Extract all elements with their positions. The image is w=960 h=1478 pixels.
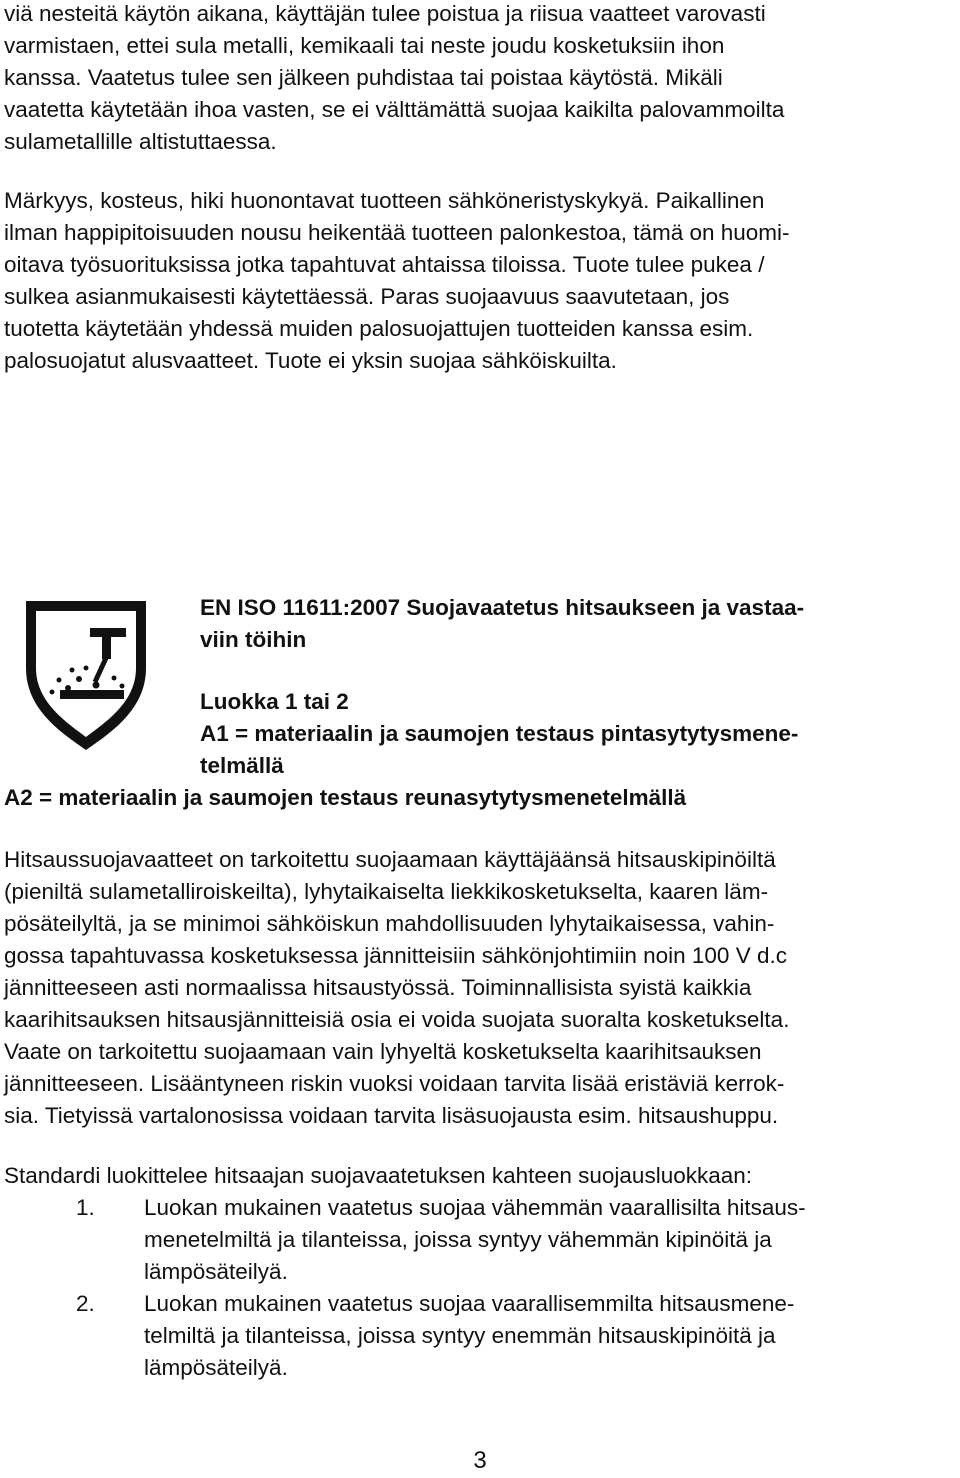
standard-title-cont: viin töihin [200, 627, 307, 652]
body-text-line: viä nesteitä käytön aikana, käyttäjän tulee poistua ja riisua vaatteet varovasti [4, 1, 766, 26]
body-text-line: sulkea asianmukaisesti käytettäessä. Paras suojaavuus saavutetaan, jos [4, 284, 730, 309]
body-text-line: jännitteeseen asti normaalissa hitsaustyössä. Toiminnallisista syistä kaikkia [4, 975, 752, 1000]
body-text-line: sia. Tietyissä vartalonosissa voidaan tarvita lisäsuojausta esim. hitsaushuppu. [4, 1103, 779, 1128]
standard-a2: A2 = materiaalin ja saumojen testaus reunasytytysmenetelmällä [4, 785, 687, 810]
list-intro: Standardi luokittelee hitsaajan suojavaatetuksen kahteen suojausluokkaan: [4, 1163, 753, 1188]
body-text-line: Märkyys, kosteus, hiki huonontavat tuotteen sähköneristyskykyä. Paikallinen [4, 188, 765, 213]
page-number: 3 [473, 1447, 487, 1474]
list-item-text: lämpösäteilyä. [144, 1355, 288, 1380]
list-item-text: lämpösäteilyä. [144, 1259, 288, 1284]
body-text-line: pösäteilyltä, ja se minimoi sähköiskun mahdollisuuden lyhytaikaisessa, vahin- [4, 911, 775, 936]
body-text-line: varmistaen, ettei sula metalli, kemikaali tai neste joudu kosketuksiin ihon [4, 33, 725, 58]
body-text-line: tuotetta käytetään yhdessä muiden palosuojattujen tuotteiden kanssa esim. [4, 316, 754, 341]
list-item-text: menetelmiltä ja tilanteissa, joissa syntyy vähemmän kipinöitä ja [144, 1227, 772, 1252]
body-text-line: gossa tapahtuvassa kosketuksessa jännitteisiin sähkönjohtimiin noin 100 V d.c [4, 943, 787, 968]
body-text-line: jännitteeseen. Lisääntyneen riskin vuoksi voidaan tarvita lisää eristäviä kerrok- [4, 1071, 785, 1096]
list-item-text: Luokan mukainen vaatetus suojaa vähemmän vaarallisilta hitsaus- [144, 1195, 806, 1220]
standard-title: EN ISO 11611:2007 Suojavaatetus hitsaukseen ja vastaa- [200, 595, 805, 620]
body-text-line: sulametallille altistuttaessa. [4, 129, 277, 154]
body-text-line: Hitsaussuojavaatteet on tarkoitettu suojaamaan käyttäjäänsä hitsauskipinöiltä [4, 847, 776, 872]
standard-class: Luokka 1 tai 2 [200, 689, 349, 714]
list-item-number: 2. [76, 1291, 95, 1316]
body-text-line: vaatetta käytetään ihoa vasten, se ei välttämättä suojaa kaikilta palovammoilta [4, 97, 785, 122]
body-text-line: kaarihitsauksen hitsausjännitteisiä osia ei voida suojata suoralta kosketukselta. [4, 1007, 790, 1032]
list-item-number: 1. [76, 1195, 95, 1220]
body-text-line: Vaate on tarkoitettu suojaamaan vain lyhyeltä kosketukselta kaarihitsauksen [4, 1039, 762, 1064]
list-item-text: Luokan mukainen vaatetus suojaa vaarallisemmilta hitsausmene- [144, 1291, 795, 1316]
body-text-line: oitava työsuorituksissa jotka tapahtuvat ahtaissa tiloissa. Tuote tulee pukea / [4, 252, 765, 277]
standard-a1-cont: telmällä [200, 753, 284, 778]
list-item-text: telmiltä ja tilanteissa, joissa syntyy enemmän hitsauskipinöitä ja [144, 1323, 776, 1348]
body-text-line: ilman happipitoisuuden nousu heikentää tuotteen palonkestoa, tämä on huomi- [4, 220, 790, 245]
welding-shield-icon [22, 598, 150, 753]
body-text-line: (pieniltä sulametalliroiskeilta), lyhytaikaiselta liekkikosketukselta, kaaren läm- [4, 879, 769, 904]
body-text-line: palosuojatut alusvaatteet. Tuote ei yksin suojaa sähköiskuilta. [4, 348, 617, 373]
body-text-line: kanssa. Vaatetus tulee sen jälkeen puhdistaa tai poistaa käytöstä. Mikäli [4, 65, 723, 90]
standard-a1: A1 = materiaalin ja saumojen testaus pintasytytysmene- [200, 721, 799, 746]
